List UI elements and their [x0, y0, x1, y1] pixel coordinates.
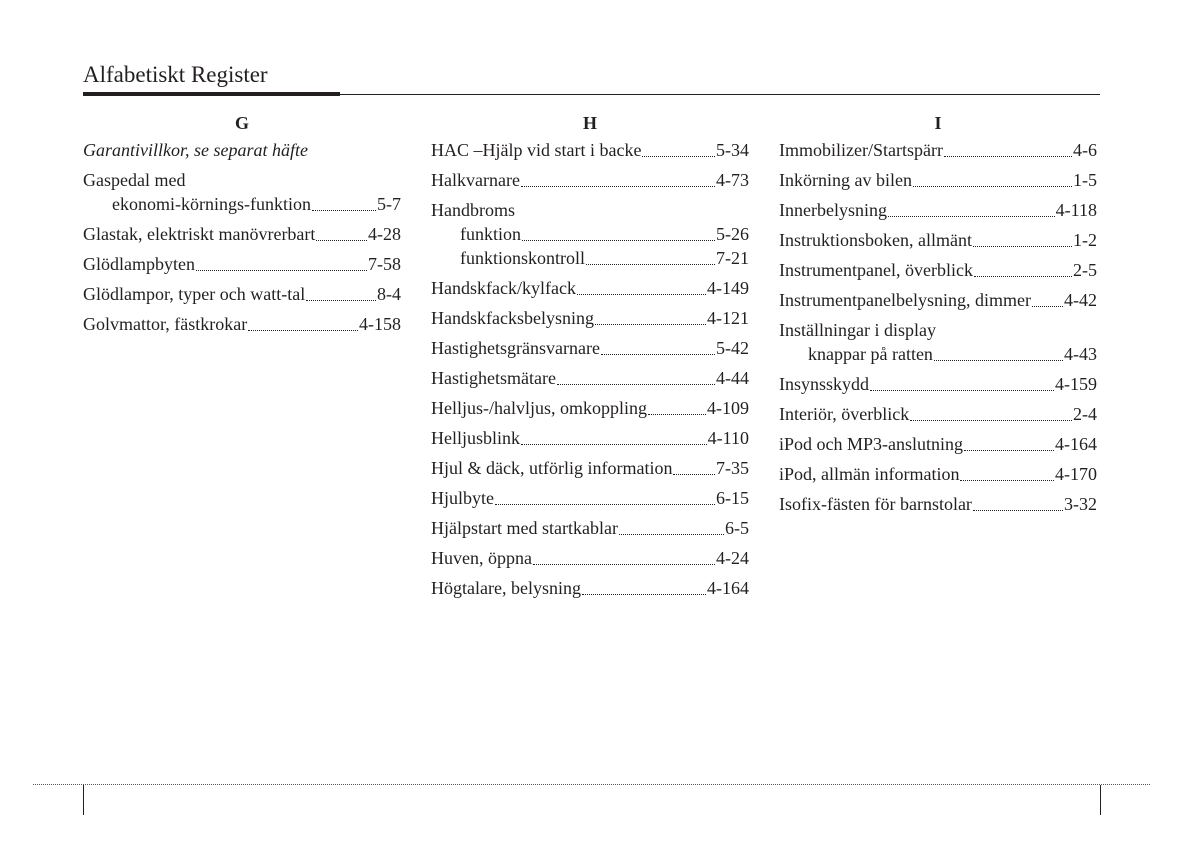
footer-tick-left: [83, 785, 84, 815]
index-entry-row: [779, 198, 1097, 222]
entry-page-ref: 4-149: [707, 278, 749, 298]
index-entry-row: [431, 168, 749, 192]
dot-leader: [973, 246, 1072, 247]
entry-term: Glödlampor, typer och watt-tal: [83, 284, 306, 304]
entry-term: Halkvarnare: [431, 170, 520, 190]
entry-term: Helljus-/halvljus, omkoppling: [431, 398, 647, 418]
entry-page-ref: 6-15: [716, 488, 749, 508]
dot-leader: [619, 534, 724, 535]
page-title: Alfabetiskt Register: [83, 62, 268, 87]
index-entry-row: [431, 276, 749, 300]
index-entry-row: [431, 486, 749, 510]
entry-term: Isofix-fästen för barnstolar: [779, 494, 972, 514]
entry-term: Interiör, överblick: [779, 404, 910, 424]
index-entry: [431, 576, 749, 600]
entry-page-ref: 4-118: [1055, 200, 1097, 220]
index-entry-row: [779, 168, 1097, 192]
index-entry: [83, 222, 401, 246]
dot-leader: [648, 414, 706, 415]
dot-leader: [964, 450, 1054, 451]
entry-term: Hjälpstart med startkablar: [431, 518, 618, 538]
index-entry: [779, 138, 1097, 162]
index-entry: [431, 168, 749, 192]
entry-term: ekonomi-körnings-funktion: [112, 194, 311, 214]
entry-term: Golvmattor, fästkrokar: [83, 314, 248, 334]
entry-page-ref: 4-170: [1055, 464, 1097, 484]
dot-leader: [316, 240, 367, 241]
index-entry: [83, 282, 401, 306]
index-entry: [779, 462, 1097, 486]
index-subentry: [431, 246, 749, 270]
index-entry-row: [431, 456, 749, 480]
title-underline: [83, 92, 340, 96]
index-column-h: [431, 110, 749, 606]
index-entry: [431, 366, 749, 390]
entry-page-ref: 4-110: [707, 428, 749, 448]
index-entry-row: [779, 432, 1097, 456]
entry-page-ref: 4-158: [359, 314, 401, 334]
entry-term: Innerbelysning: [779, 200, 887, 220]
entry-term: funktionskontroll: [460, 248, 585, 268]
dot-leader: [248, 330, 358, 331]
entry-page-ref: 4-121: [707, 308, 749, 328]
index-entry-row: [431, 198, 749, 222]
index-entry: [431, 516, 749, 540]
index-entry: [431, 306, 749, 330]
index-entry: [431, 456, 749, 480]
index-entry: [431, 486, 749, 510]
entry-term: Glastak, elektriskt manövrerbart: [83, 224, 316, 244]
dot-leader: [306, 300, 376, 301]
index-entry-row: [431, 426, 749, 450]
index-entry-row: [431, 138, 749, 162]
entry-page-ref: 1-2: [1073, 230, 1097, 250]
index-entry: [83, 312, 401, 336]
index-column-g: [83, 110, 401, 342]
entry-page-ref: 7-35: [716, 458, 749, 478]
entry-term: Handskfack/kylfack: [431, 278, 576, 298]
entry-term: iPod och MP3-anslutning: [779, 434, 964, 454]
entry-list: [779, 138, 1097, 516]
index-entry: [779, 372, 1097, 396]
entry-page-ref: 4-164: [707, 578, 749, 598]
index-entry-row: [83, 282, 401, 306]
entry-page-ref: 2-4: [1073, 404, 1097, 424]
title-rule: [340, 94, 1100, 95]
index-entry-row: [779, 258, 1097, 282]
dot-leader: [495, 504, 715, 505]
entry-page-ref: 4-42: [1064, 290, 1097, 310]
entry-page-ref: 3-32: [1064, 494, 1097, 514]
entry-page-ref: 4-44: [716, 368, 749, 388]
dot-leader: [582, 594, 706, 595]
dot-leader: [910, 420, 1072, 421]
dot-leader: [974, 276, 1072, 277]
index-entry: [779, 198, 1097, 222]
dot-leader: [973, 510, 1063, 511]
dot-leader: [533, 564, 715, 565]
index-column-i: [779, 110, 1097, 522]
dot-leader: [601, 354, 715, 355]
entry-term: Instrumentpanel, överblick: [779, 260, 973, 280]
index-entry-row: [779, 318, 1097, 342]
index-entry-row: [83, 138, 401, 162]
index-entry: [779, 318, 1097, 366]
index-entry: [431, 426, 749, 450]
entry-page-ref: 4-28: [368, 224, 401, 244]
index-entry: [83, 168, 401, 216]
index-entry: [779, 432, 1097, 456]
index-entry-row: [83, 312, 401, 336]
index-entry: [431, 138, 749, 162]
dot-leader: [312, 210, 376, 211]
index-entry: [83, 252, 401, 276]
footer-rule: [33, 784, 1150, 785]
entry-list: [431, 138, 749, 600]
entry-term: knappar på ratten: [808, 344, 933, 364]
index-entry-row: [83, 252, 401, 276]
dot-leader: [521, 186, 715, 187]
entry-page-ref: 4-164: [1055, 434, 1097, 454]
entry-term: Glödlampbyten: [83, 254, 195, 274]
section-letter: H: [582, 113, 597, 133]
entry-term: funktion: [460, 224, 521, 244]
entry-term: Hjul & däck, utförlig information: [431, 458, 673, 478]
dot-leader: [586, 264, 715, 265]
index-entry: [431, 198, 749, 270]
index-entry-row: [779, 372, 1097, 396]
index-entry: [779, 492, 1097, 516]
entry-page-ref: 7-21: [716, 248, 749, 268]
entry-page-ref: 4-6: [1073, 140, 1097, 160]
index-entry-row: [779, 228, 1097, 252]
entry-page-ref: 4-109: [707, 398, 749, 418]
entry-page-ref: 4-43: [1064, 344, 1097, 364]
index-entry-row: [431, 576, 749, 600]
entry-page-ref: 5-34: [716, 140, 749, 160]
index-entry: [431, 336, 749, 360]
entry-page-ref: 5-26: [716, 224, 749, 244]
index-entry: [431, 396, 749, 420]
entry-page-ref: 5-42: [716, 338, 749, 358]
entry-term: Hastighetsgränsvarnare: [431, 338, 600, 358]
dot-leader: [888, 216, 1055, 217]
index-entry-row: [779, 462, 1097, 486]
index-entry-row: [779, 288, 1097, 312]
entry-term: Helljusblink: [431, 428, 520, 448]
dot-leader: [960, 480, 1054, 481]
index-entry: [431, 546, 749, 570]
index-entry: [779, 258, 1097, 282]
entry-term: Immobilizer/Startspärr: [779, 140, 943, 160]
entry-page-ref: 1-5: [1073, 170, 1097, 190]
footer-tick-right: [1100, 785, 1101, 815]
section-letter: I: [934, 113, 942, 133]
index-entry-row: [431, 306, 749, 330]
index-entry-row: [779, 402, 1097, 426]
entry-page-ref: 4-159: [1055, 374, 1097, 394]
dot-leader: [673, 474, 715, 475]
dot-leader: [577, 294, 706, 295]
entry-term: Insynsskydd: [779, 374, 870, 394]
entry-term: iPod, allmän information: [779, 464, 960, 484]
dot-leader: [870, 390, 1054, 391]
entry-term: HAC –Hjälp vid start i backe: [431, 140, 642, 160]
index-entry: [83, 138, 401, 162]
section-letter: G: [234, 113, 249, 133]
dot-leader: [196, 270, 367, 271]
entry-page-ref: 4-73: [716, 170, 749, 190]
index-entry: [779, 168, 1097, 192]
entry-page-ref: 4-24: [716, 548, 749, 568]
index-subentry: [83, 192, 401, 216]
index-entry-row: [431, 516, 749, 540]
index-entry-row: [431, 546, 749, 570]
entry-page-ref: 8-4: [377, 284, 401, 304]
index-subentry: [779, 342, 1097, 366]
entry-term: Handbroms: [431, 200, 515, 220]
dot-leader: [913, 186, 1072, 187]
entry-term: Inställningar i display: [779, 320, 936, 340]
entry-term: Högtalare, belysning: [431, 578, 581, 598]
entry-term: Garantivillkor, se separat häfte: [83, 140, 308, 160]
entry-term: Inkörning av bilen: [779, 170, 912, 190]
index-entry: [779, 288, 1097, 312]
dot-leader: [934, 360, 1063, 361]
index-entry: [431, 276, 749, 300]
index-entry-row: [431, 366, 749, 390]
entry-page-ref: 6-5: [725, 518, 749, 538]
index-entry-row: [431, 336, 749, 360]
dot-leader: [1032, 306, 1063, 307]
index-entry: [779, 402, 1097, 426]
entry-term: Gaspedal med: [83, 170, 186, 190]
dot-leader: [521, 444, 707, 445]
index-entry-row: [83, 168, 401, 192]
index-entry-row: [779, 492, 1097, 516]
index-entry-row: [779, 138, 1097, 162]
entry-term: Hjulbyte: [431, 488, 494, 508]
entry-page-ref: 7-58: [368, 254, 401, 274]
dot-leader: [522, 240, 715, 241]
entry-page-ref: 5-7: [377, 194, 401, 214]
dot-leader: [557, 384, 715, 385]
dot-leader: [595, 324, 706, 325]
entry-list: [83, 138, 401, 336]
entry-term: Instrumentpanelbelysning, dimmer: [779, 290, 1031, 310]
index-entry-row: [83, 222, 401, 246]
index-subentry: [431, 222, 749, 246]
index-entry: [779, 228, 1097, 252]
dot-leader: [642, 156, 715, 157]
entry-term: Handskfacksbelysning: [431, 308, 594, 328]
entry-term: Hastighetsmätare: [431, 368, 556, 388]
dot-leader: [944, 156, 1072, 157]
entry-term: Instruktionsboken, allmänt: [779, 230, 972, 250]
index-entry-row: [431, 396, 749, 420]
entry-page-ref: 2-5: [1073, 260, 1097, 280]
entry-term: Huven, öppna: [431, 548, 532, 568]
